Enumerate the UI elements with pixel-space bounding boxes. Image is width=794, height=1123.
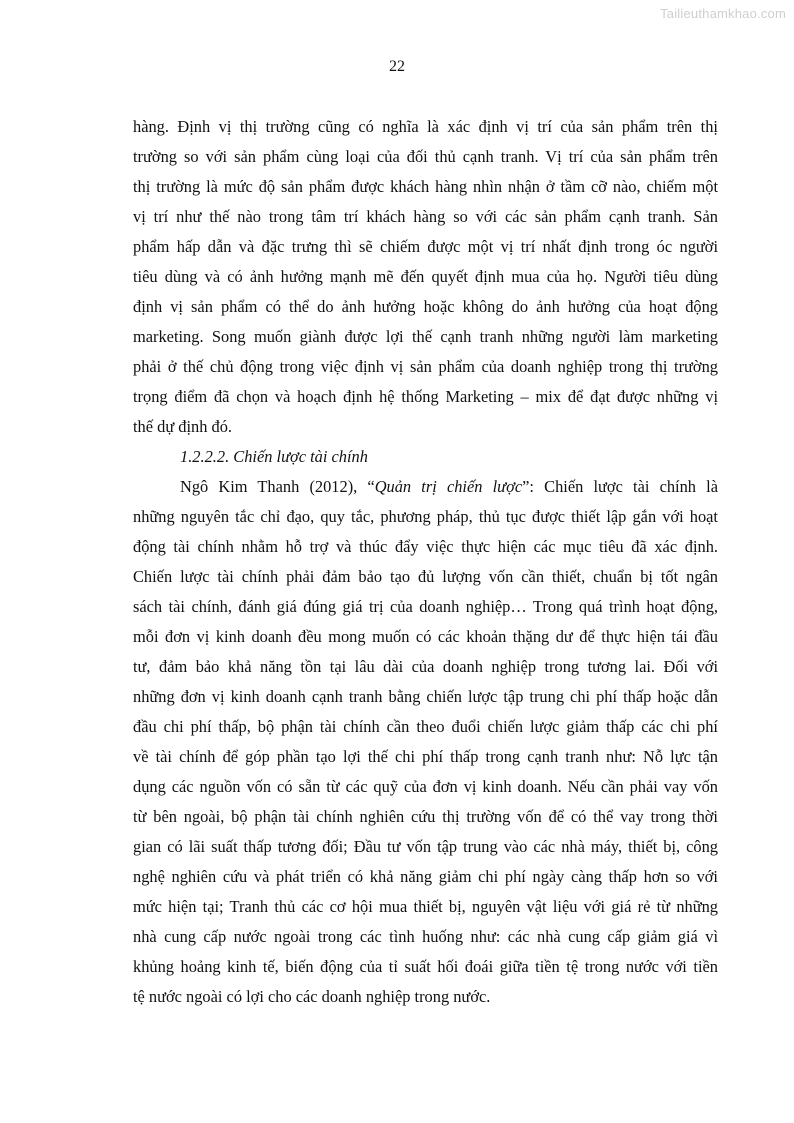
text-line: mức hiện tại; Tranh thủ các cơ hội mua thiết bị, nguyên vật liệu với giá rẻ từ những bbox=[133, 897, 718, 916]
section-heading: 1.2.2.2. Chiến lược tài chính bbox=[180, 447, 368, 466]
text-line: marketing. Song muốn giành được lợi thế cạnh tranh những người làm marketing bbox=[133, 327, 718, 346]
paragraph-financial-strategy bbox=[133, 472, 718, 1012]
text-line-first bbox=[133, 472, 718, 502]
text-line: phẩm hấp dẫn và đặc trưng thì sẽ chiếm được một vị trí nhất định trong óc người bbox=[133, 237, 718, 256]
text-line: thế dự định đó. bbox=[133, 417, 233, 436]
text-line: Chiến lược tài chính phải đảm bảo tạo đủ lượng vốn cần thiết, chuẩn bị tốt ngân bbox=[133, 567, 718, 586]
text-line: tư, đảm bảo khả năng tồn tại lâu dài của doanh nghiệp trong tương lai. Đối với bbox=[133, 657, 718, 676]
text-line: vị trí như thế nào trong tâm trí khách hàng so với các sản phẩm cạnh tranh. Sản bbox=[133, 207, 718, 226]
citation-tail: ”: Chiến lược tài chính là bbox=[522, 477, 718, 496]
citation-author: Ngô Kim Thanh (2012), “ bbox=[180, 477, 375, 496]
text-line: những đơn vị kinh doanh cạnh tranh bằng chiến lược tập trung chi phí thấp hoặc dẫn bbox=[133, 687, 718, 706]
text-line: tiêu dùng và có ảnh hưởng mạnh mẽ đến quyết định mua của họ. Người tiêu dùng bbox=[133, 267, 718, 286]
paragraph-positioning bbox=[133, 112, 718, 442]
text-line: mỗi đơn vị kinh doanh đều mong muốn có các khoản thặng dư để thực hiện tái đầu bbox=[133, 627, 718, 646]
text-line: từ bên ngoài, bộ phận tài chính nghiên cứu thị trường vốn để có thể vay trong thời bbox=[133, 807, 718, 826]
text-line: định vị sản phẩm có thể do ảnh hưởng hoặc không do ảnh hưởng của hoạt động bbox=[133, 297, 718, 316]
text-line: dụng các nguồn vốn có sẵn từ các quỹ của đơn vị kinh doanh. Nếu cần phải vay vốn bbox=[133, 777, 718, 796]
text-line: sách tài chính, đánh giá đúng giá trị của doanh nghiệp… Trong quá trình hoạt động, bbox=[133, 597, 718, 616]
page-number: 22 bbox=[389, 58, 405, 75]
text-line: trọng điểm đã chọn và hoạch định hệ thống Marketing – mix để đạt được những vị bbox=[133, 387, 718, 406]
text-line: những nguyên tắc chỉ đạo, quy tắc, phương pháp, thủ tục được thiết lập gắn với hoạt bbox=[133, 507, 718, 526]
text-line: thị trường là mức độ sản phẩm được khách hàng nhìn nhận ở tầm cỡ nào, chiếm một bbox=[133, 177, 718, 196]
book-title: Quản trị chiến lược bbox=[374, 477, 523, 496]
text-line: tệ nước ngoài có lợi cho các doanh nghiệp trong nước. bbox=[133, 987, 491, 1006]
text-line: trường so với sản phẩm cùng loại của đối thủ cạnh tranh. Vị trí của sản phẩm trên bbox=[133, 147, 718, 166]
text-line: hàng. Định vị thị trường cũng có nghĩa là xác định vị trí của sản phẩm trên thị bbox=[133, 117, 718, 136]
text-line: phải ở thế chủ động trong việc định vị sản phẩm của doanh nghiệp trong thị trường bbox=[133, 357, 718, 376]
text-line: nghệ nghiên cứu và phát triển có khả năng giảm chi phí ngày càng thấp hơn so với bbox=[133, 867, 718, 886]
watermark: Tailieuthamkhao.com bbox=[660, 6, 786, 21]
text-line: đầu chi phí thấp, bộ phận tài chính cần theo đuổi chiến lược giảm thấp các chi phí bbox=[133, 717, 718, 736]
text-line: nhà cung cấp nước ngoài trong các tình huống như: các nhà cung cấp giảm giá vì bbox=[133, 927, 718, 946]
text-line: động tài chính nhằm hỗ trợ và thúc đẩy việc thực hiện các mục tiêu đã xác định. bbox=[133, 537, 718, 556]
text-line: về tài chính để góp phần tạo lợi thế chi phí thấp trong cạnh tranh như: Nỗ lực tận bbox=[133, 747, 718, 766]
text-line: khủng hoảng kinh tế, biến động của tỉ suất hối đoái giữa tiền tệ trong nước với tiền bbox=[133, 957, 718, 976]
text-line: gian có lãi suất thấp tương đối; Đầu tư vốn tập trung vào các nhà máy, thiết bị, công bbox=[133, 837, 718, 856]
document-body bbox=[133, 112, 718, 1012]
